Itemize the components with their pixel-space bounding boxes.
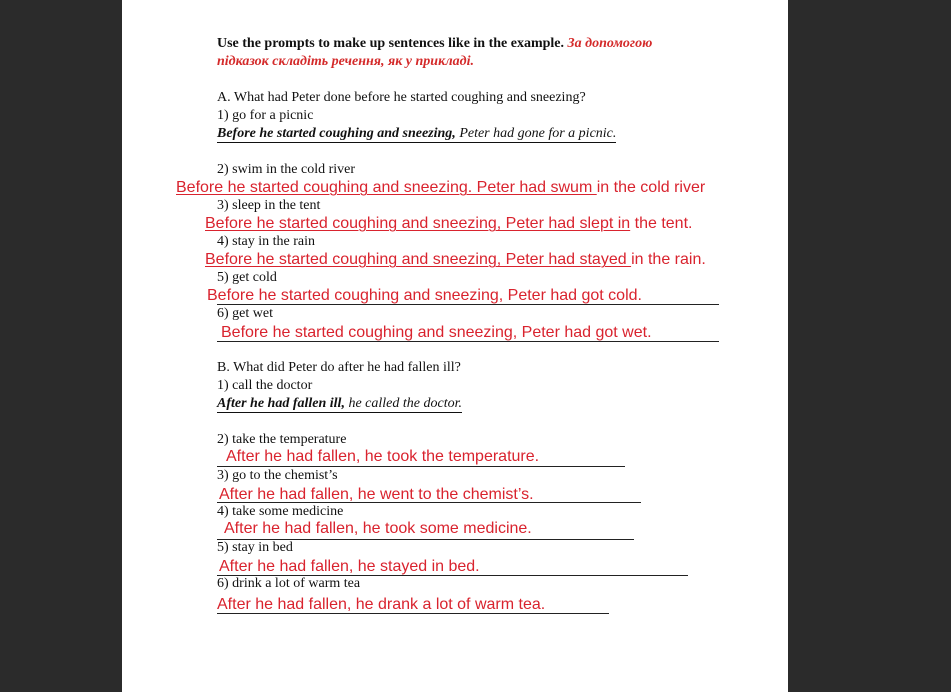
instruction-text xyxy=(217,36,652,52)
section-a-prompt-6: 6) get wet xyxy=(217,306,273,321)
section-b-answer-2: After he had fallen, he took the temperature. xyxy=(226,448,540,465)
instruction-ukrainian-2: підказок складіть речення, як у прикладі. xyxy=(217,54,474,69)
answer-underlined: Before he started coughing and sneezing. Peter had swum xyxy=(176,179,597,196)
answer-line xyxy=(217,613,609,614)
section-b-example-rest: he called the doctor. xyxy=(344,396,462,411)
section-b-example-lead: After he had fallen ill, xyxy=(217,396,345,411)
section-b-example xyxy=(217,396,462,413)
section-a-prompt-3: 3) sleep in the tent xyxy=(217,198,321,213)
section-b-prompt-3: 3) go to the chemist’s xyxy=(217,468,338,483)
section-a-question: A. What had Peter done before he started coughing and sneezing? xyxy=(217,90,586,105)
answer-rest: in the rain. xyxy=(631,251,706,268)
answer-underlined: Before he started coughing and sneezing, Peter had stayed xyxy=(205,251,632,268)
instruction-english: Use the prompts to make up sentences like in the example. xyxy=(217,36,565,51)
section-b-prompt-1: 1) call the doctor xyxy=(217,378,313,393)
section-b-question: B. What did Peter do after he had fallen ill? xyxy=(217,360,461,375)
section-a-answer-2 xyxy=(176,179,705,197)
section-a-answer-5: Before he started coughing and sneezing, Peter had got cold. xyxy=(207,287,642,304)
answer-rest: in the cold river xyxy=(596,179,706,196)
section-a-answer-4 xyxy=(205,251,706,269)
section-a-prompt-4: 4) stay in the rain xyxy=(217,234,315,249)
section-b-prompt-6: 6) drink a lot of warm tea xyxy=(217,576,361,591)
section-b-answer-6: After he had fallen, he drank a lot of warm tea. xyxy=(217,596,546,613)
section-b-answer-5: After he had fallen, he stayed in bed. xyxy=(219,558,480,575)
section-a-example-lead: Before he started coughing and sneezing, xyxy=(217,126,456,141)
answer-line xyxy=(217,466,625,467)
section-b-answer-3: After he had fallen, he went to the chemist’s. xyxy=(219,486,534,503)
section-b-prompt-5: 5) stay in bed xyxy=(217,540,293,555)
section-a-prompt-2: 2) swim in the cold river xyxy=(217,162,356,177)
section-a-prompt-1: 1) go for a picnic xyxy=(217,108,314,123)
instruction-ukrainian-1: За допомогою xyxy=(567,36,653,51)
answer-line xyxy=(217,502,641,503)
section-a-prompt-5: 5) get cold xyxy=(217,270,277,285)
section-a-example-rest: Peter had gone for a picnic. xyxy=(455,126,617,141)
section-a-answer-3 xyxy=(205,215,692,233)
section-a-answer-6: Before he started coughing and sneezing, Peter had got wet. xyxy=(221,324,652,341)
section-b-prompt-4: 4) take some medicine xyxy=(217,504,344,519)
answer-rest: the tent. xyxy=(630,215,693,232)
section-a-example xyxy=(217,126,616,143)
answer-line xyxy=(217,304,719,305)
section-b-prompt-2: 2) take the temperature xyxy=(217,432,347,447)
answer-underlined: Before he started coughing and sneezing, Peter had slept in xyxy=(205,215,631,232)
section-b-answer-4: After he had fallen, he took some medicine. xyxy=(224,520,532,537)
answer-line xyxy=(217,341,719,342)
